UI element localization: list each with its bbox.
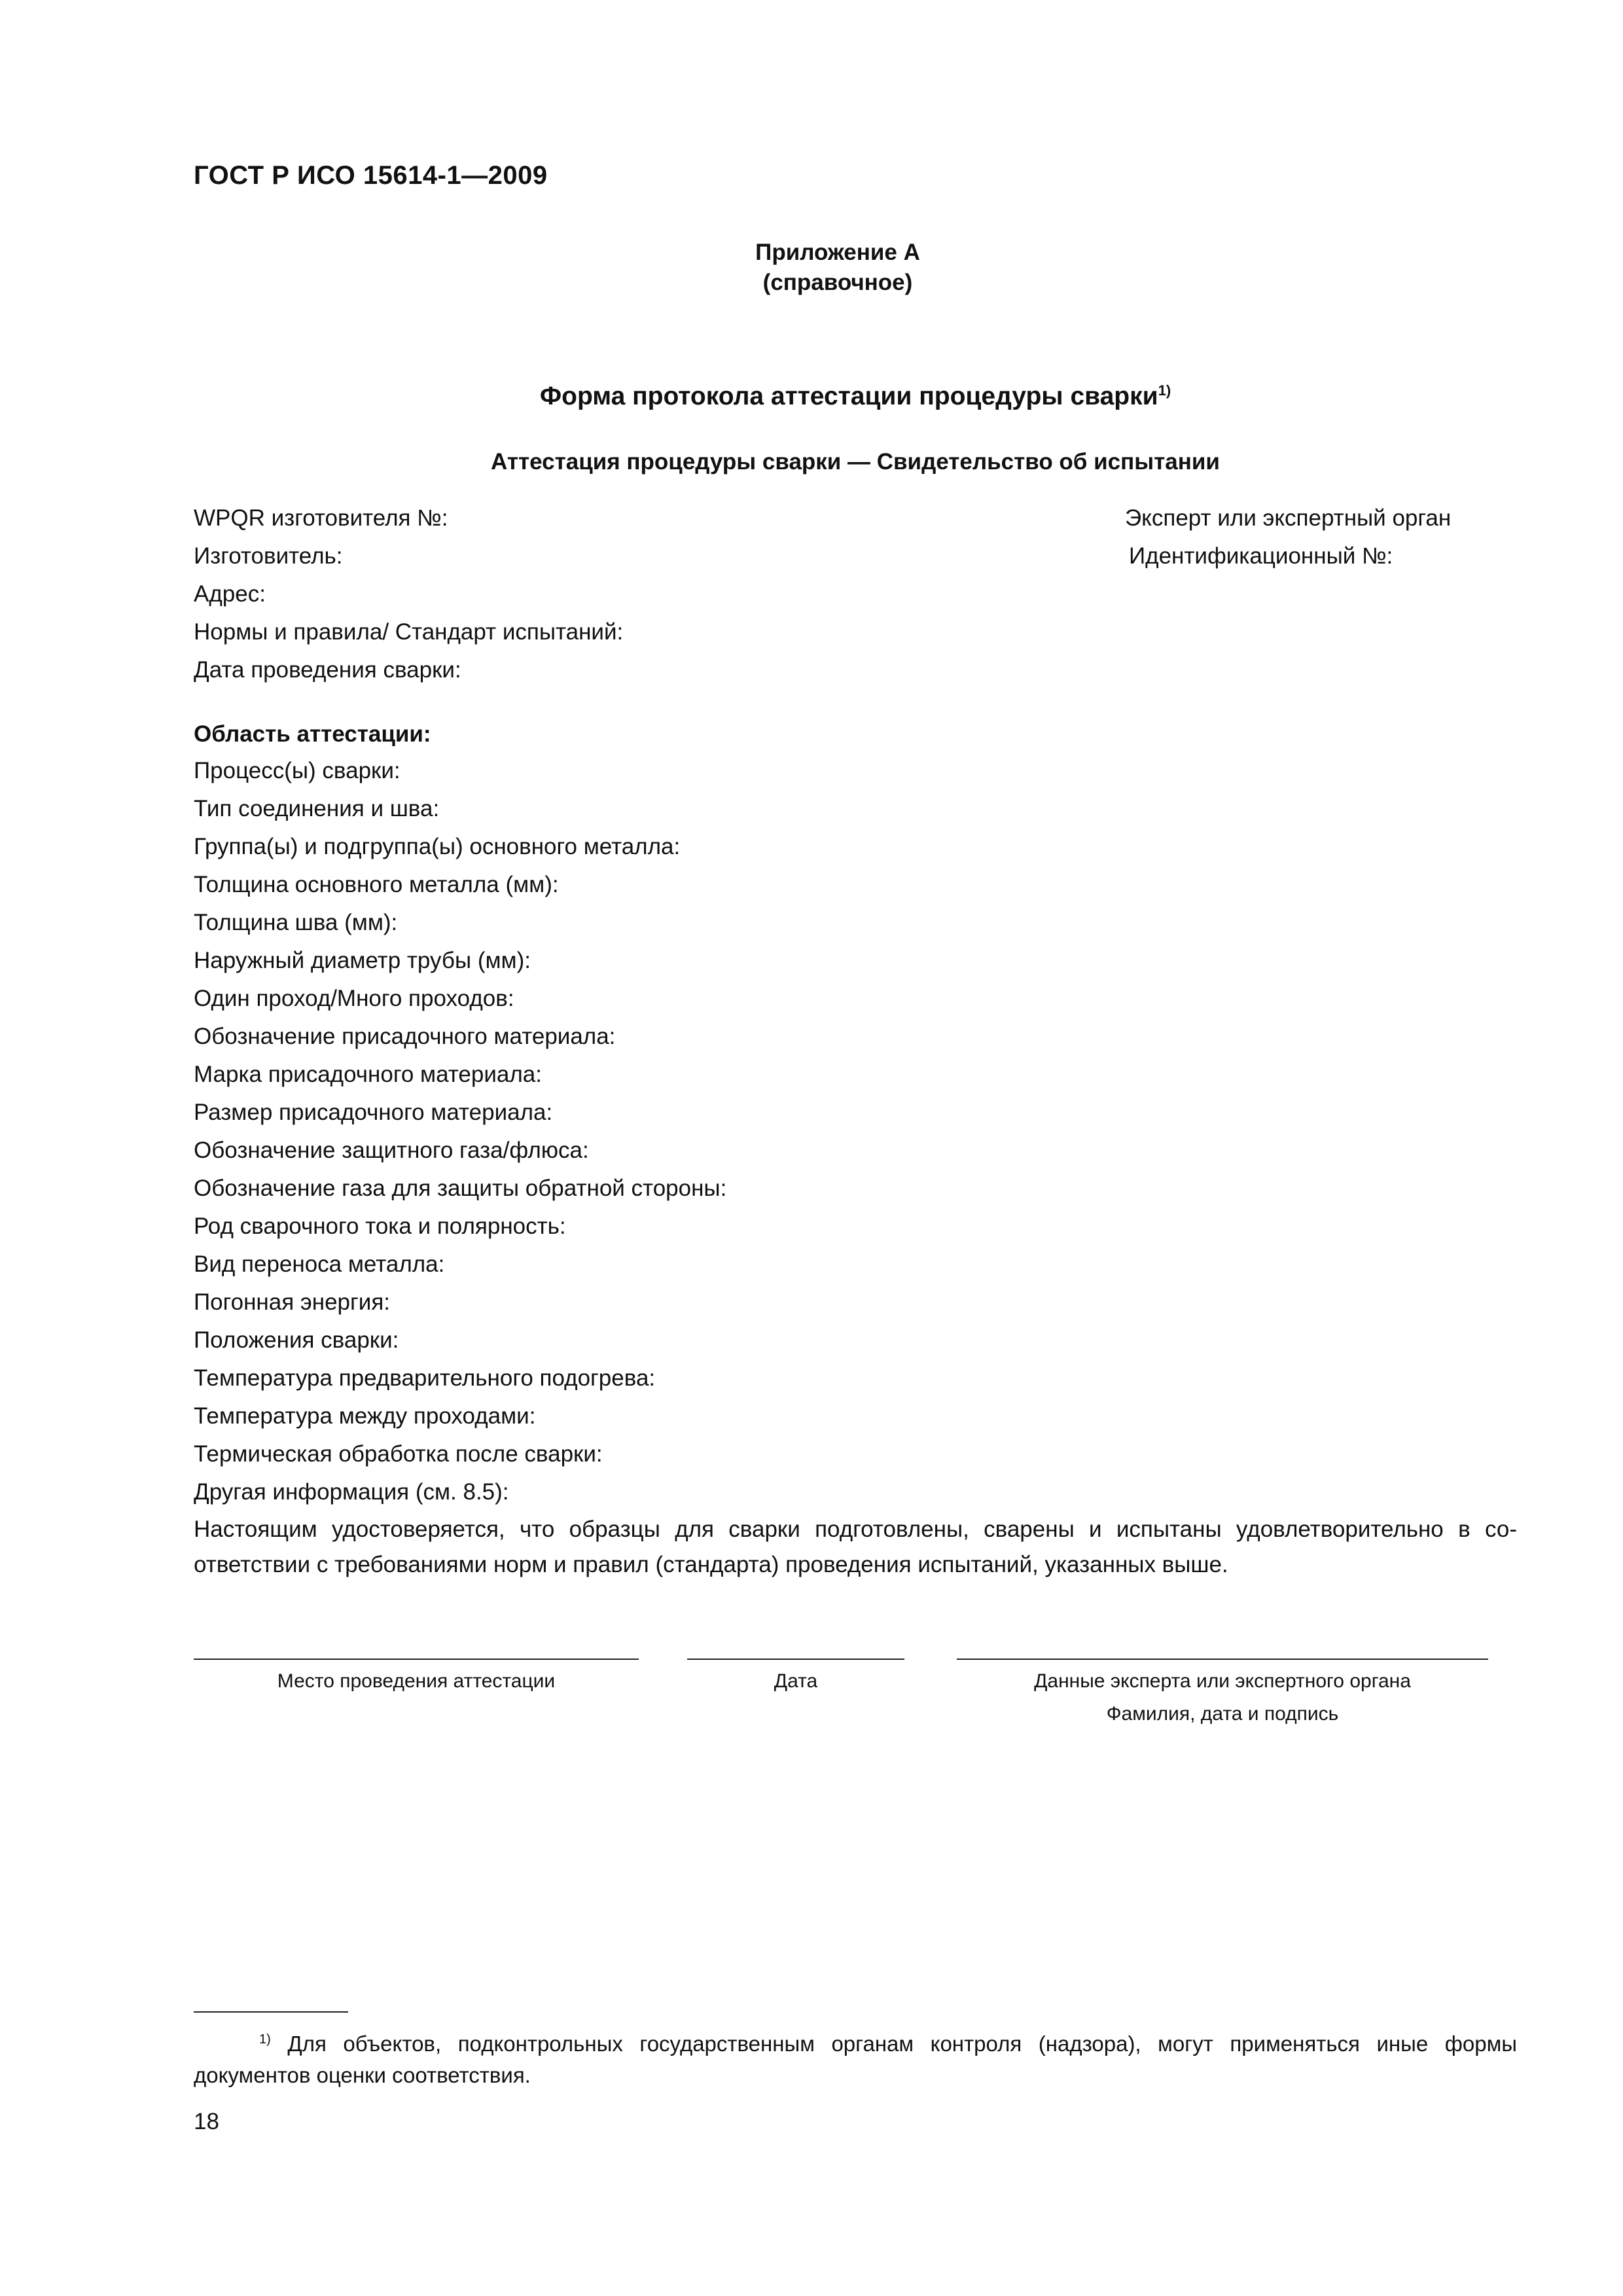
footnote-rule: [194, 2011, 348, 2013]
scope-item: Размер присадочного материала:: [194, 1100, 553, 1125]
manufacturer-field: Изготовитель:: [194, 543, 343, 569]
document-subtitle: Аттестация процедуры сварки — Свидетельство об испытании: [491, 449, 1220, 475]
scope-item: Другая информация (см. 8.5):: [194, 1479, 509, 1505]
date-label: Дата: [774, 1670, 818, 1692]
date-signature-line: [687, 1659, 904, 1660]
annex-title: Приложение А: [755, 240, 920, 265]
scope-item: Тип соединения и шва:: [194, 796, 440, 821]
address-field: Адрес:: [194, 581, 266, 607]
scope-item: Обозначение присадочного материала:: [194, 1024, 616, 1049]
standard-field: Нормы и правила/ Стандарт испытаний:: [194, 619, 624, 645]
page-number: 18: [194, 2109, 219, 2134]
welding-date-field: Дата проведения сварки:: [194, 657, 461, 683]
examiner-field: Эксперт или экспертный орган: [1125, 505, 1452, 531]
scope-heading: Область аттестации:: [194, 721, 431, 747]
scope-item: Погонная энергия:: [194, 1289, 390, 1315]
scope-item: Род сварочного тока и полярность:: [194, 1213, 566, 1239]
title-footnote-marker: 1): [1158, 382, 1171, 399]
footnote-marker: 1): [259, 2032, 271, 2047]
certification-statement: Настоящим удостоверяется, что образцы для сварки подготовлены, сварены и испытаны удовлетворительно в со-ответствии с требованиями норм и правил (стандарта) проведения испытаний, указанных выше.: [194, 1516, 1517, 1577]
scope-item: Наружный диаметр трубы (мм):: [194, 948, 531, 973]
scope-item: Термическая обработка после сварки:: [194, 1441, 603, 1467]
footnote-text: Для объектов, подконтрольных государственным органам контроля (надзора), могут применяться иные формы документов оценки соответствия.: [194, 2032, 1517, 2087]
examiner-signature-line: [957, 1659, 1488, 1660]
scope-item: Процесс(ы) сварки:: [194, 758, 401, 783]
wpqr-number-field: WPQR изготовителя №:: [194, 505, 448, 531]
examiner-id-field: Идентификационный №:: [1129, 543, 1393, 569]
scope-item: Обозначение защитного газа/флюса:: [194, 1138, 589, 1163]
scope-item: Температура предварительного подогрева:: [194, 1365, 656, 1391]
scope-item: Толщина шва (мм):: [194, 910, 398, 935]
scope-item: Группа(ы) и подгруппа(ы) основного металла:: [194, 834, 681, 859]
place-signature-line: [194, 1659, 639, 1660]
document-title-text: Форма протокола аттестации процедуры сварки: [539, 382, 1158, 410]
scope-item: Вид переноса металла:: [194, 1251, 445, 1277]
examiner-label: Данные эксперта или экспертного органа: [1034, 1670, 1411, 1692]
scope-item: Обозначение газа для защиты обратной стороны:: [194, 1175, 727, 1201]
scope-item: Положения сварки:: [194, 1327, 399, 1353]
scope-item: Толщина основного металла (мм):: [194, 872, 559, 897]
annex-type: (справочное): [762, 270, 913, 295]
scope-item: Марка присадочного материала:: [194, 1062, 542, 1087]
footnote: [194, 2024, 1517, 2091]
place-label: Место проведения аттестации: [277, 1670, 556, 1692]
document-title: [194, 382, 1517, 411]
examiner-sublabel: Фамилия, дата и подпись: [1106, 1703, 1339, 1725]
scope-item: Температура между проходами:: [194, 1403, 536, 1429]
standard-code: ГОСТ Р ИСО 15614-1—2009: [194, 161, 548, 190]
scope-item: Один проход/Много проходов:: [194, 986, 514, 1011]
